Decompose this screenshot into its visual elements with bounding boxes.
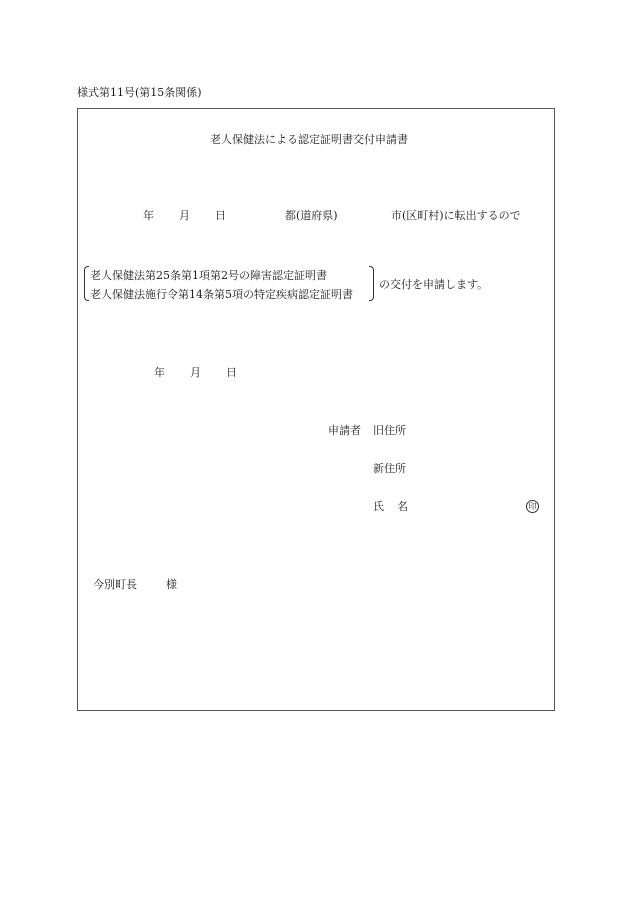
date-month-label: 月 <box>190 366 201 379</box>
name-label-first: 氏 <box>373 500 384 513</box>
date-day-label: 日 <box>226 366 237 379</box>
seal-icon: 印 <box>526 500 539 513</box>
transfer-year-label: 年 <box>143 209 154 222</box>
old-address-label: 旧住所 <box>373 424 406 437</box>
form-title: 老人保健法による認定証明書交付申請書 <box>210 133 408 146</box>
request-text: の交付を申請します。 <box>379 278 489 291</box>
prefecture-label: 都(道府県) <box>285 209 338 222</box>
mayor-label: 今別町長 <box>93 578 137 591</box>
honorific-label: 様 <box>166 578 177 591</box>
certificate-option-disability: 老人保健法第25条第1項第2号の障害認定証明書 <box>90 269 327 282</box>
date-year-label: 年 <box>154 366 165 379</box>
new-address-label: 新住所 <box>373 462 406 475</box>
transfer-day-label: 日 <box>215 209 226 222</box>
certificate-option-specific-disease: 老人保健法施行令第14条第5項の特定疾病認定証明書 <box>90 288 353 301</box>
city-transfer-label: 市(区町村)に転出するので <box>391 209 521 222</box>
right-bracket <box>369 266 374 301</box>
left-bracket <box>84 266 89 301</box>
form-number: 様式第11号(第15条関係) <box>77 86 202 99</box>
name-label-second: 名 <box>397 500 408 513</box>
name-label <box>373 500 408 514</box>
transfer-month-label: 月 <box>179 209 190 222</box>
applicant-label: 申請者 <box>328 424 361 437</box>
form-frame <box>77 108 555 711</box>
